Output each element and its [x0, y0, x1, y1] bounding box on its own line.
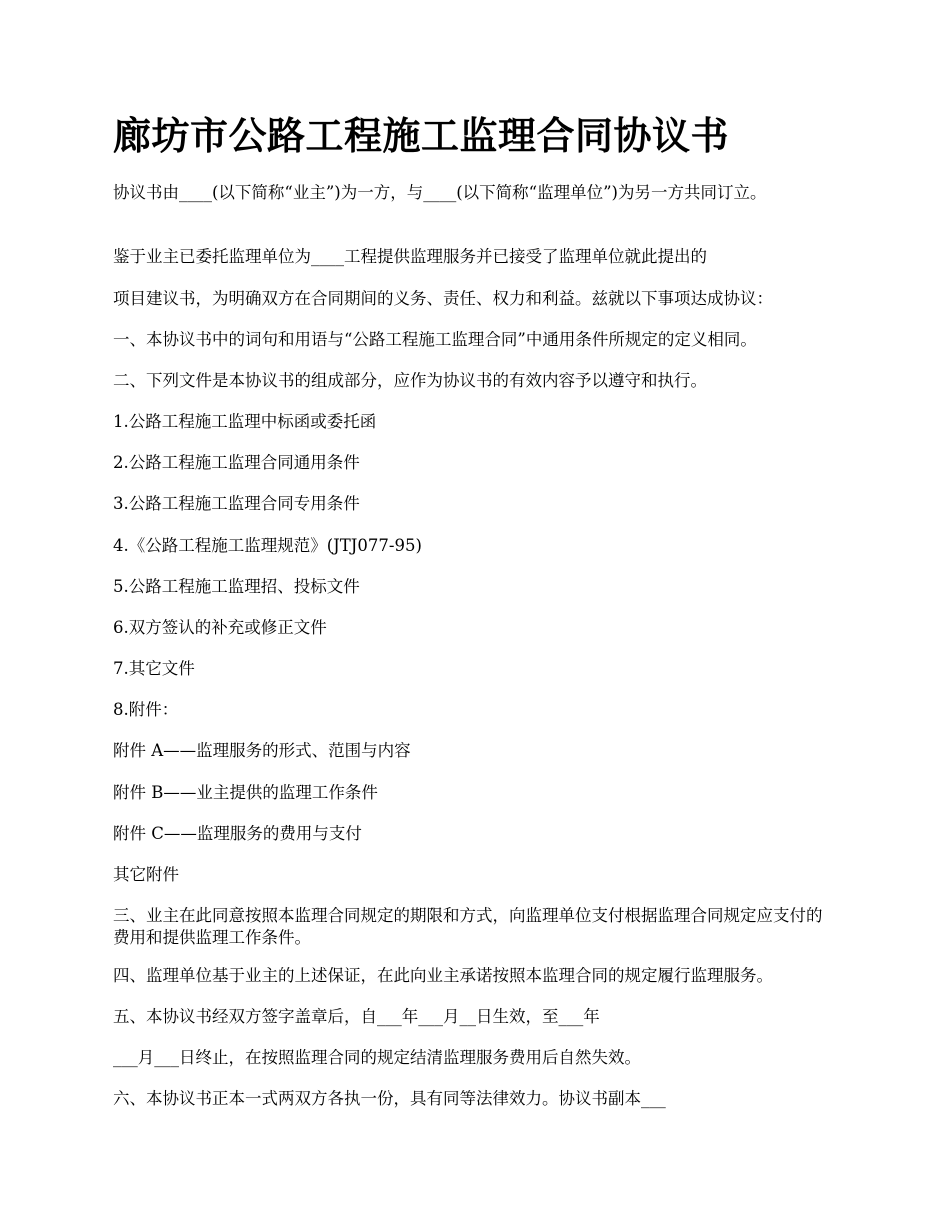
- paragraph-purpose: 项目建议书，为明确双方在合同期间的义务、责任、权力和利益。兹就以下事项达成协议：: [113, 289, 773, 308]
- attachment-item: 其它附件: [113, 865, 179, 884]
- document-list-item: 8.附件：: [113, 700, 179, 719]
- document-list-item: 4.《公路工程施工监理规范》(JTJ077-95): [113, 536, 422, 555]
- paragraph-parties: 协议书由____(以下简称“业主”)为一方，与____(以下简称“监理单位”)为另一方共同订立。: [113, 183, 767, 202]
- attachment-item: 附件 B——业主提供的监理工作条件: [113, 783, 378, 802]
- document-list-item: 5.公路工程施工监理招、投标文件: [113, 577, 360, 596]
- document-title: 廊坊市公路工程施工监理合同协议书: [113, 113, 730, 158]
- clause-three: 三、业主在此同意按照本监理合同规定的期限和方式，向监理单位支付根据监理合同规定应支付的费用和提供监理工作条件。: [113, 906, 823, 947]
- clause-four: 四、监理单位基于业主的上述保证，在此向业主承诺按照本监理合同的规定履行监理服务。: [113, 966, 773, 985]
- clause-two: 二、下列文件是本协议书的组成部分，应作为协议书的有效内容予以遵守和执行。: [113, 371, 707, 390]
- attachment-item: 附件 A——监理服务的形式、范围与内容: [113, 741, 411, 760]
- document-list-item: 2.公路工程施工监理合同通用条件: [113, 453, 360, 472]
- document-list-item: 1.公路工程施工监理中标函或委托函: [113, 412, 377, 431]
- paragraph-whereas: 鉴于业主已委托监理单位为____工程提供监理服务并已接受了监理单位就此提出的: [113, 247, 707, 266]
- clause-five-continued: ___月___日终止，在按照监理合同的规定结清监理服务费用后自然失效。: [113, 1048, 641, 1067]
- attachment-item: 附件 C——监理服务的费用与支付: [113, 824, 362, 843]
- clause-one: 一、本协议书中的词句和用语与“公路工程施工监理合同”中通用条件所规定的定义相同。: [113, 330, 757, 349]
- document-list-item: 3.公路工程施工监理合同专用条件: [113, 494, 360, 513]
- clause-five: 五、本协议书经双方签字盖章后，自___年___月__日生效，至___年: [113, 1007, 600, 1026]
- document-list-item: 7.其它文件: [113, 659, 195, 678]
- clause-six: 六、本协议书正本一式两双方各执一份，具有同等法律效力。协议书副本___: [113, 1089, 666, 1108]
- document-list-item: 6.双方签认的补充或修正文件: [113, 618, 327, 637]
